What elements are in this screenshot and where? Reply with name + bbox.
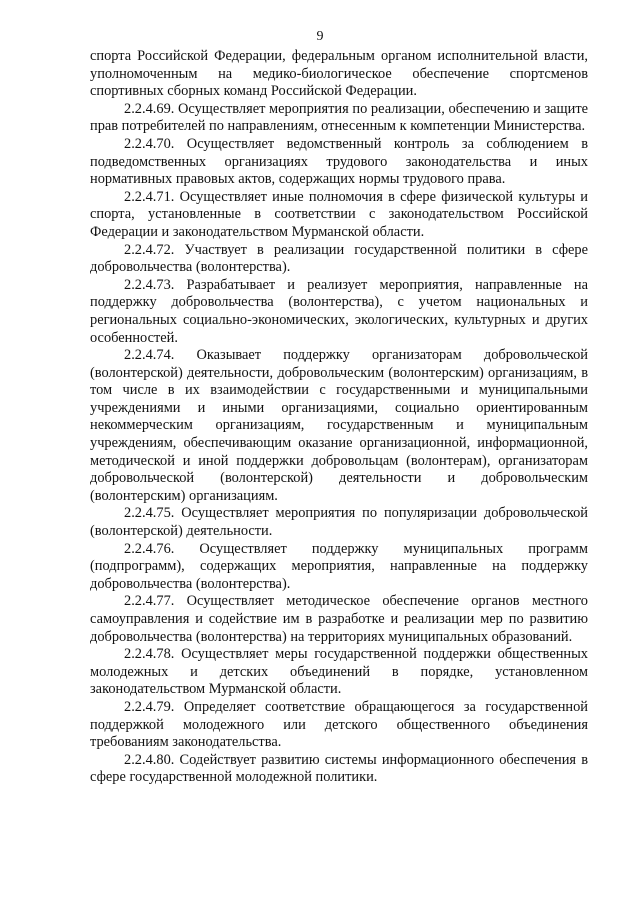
paragraph-continuation: спорта Российской Федерации, федеральным органом исполнительной власти, уполномоченным на медико-биологическое обеспечение спортсменов спортивных сборных команд Российской Федерации. bbox=[90, 48, 588, 100]
paragraph-2-2-4-80: 2.2.4.80. Содействует развитию системы информационного обеспечения в сфере государственной молодежной политики. bbox=[90, 751, 588, 786]
paragraph-2-2-4-76: 2.2.4.76. Осуществляет поддержку муниципальных программ (подпрограмм), содержащих мероприятия, направленные на поддержку добровольчества (волонтерства). bbox=[90, 540, 588, 592]
paragraph-2-2-4-71: 2.2.4.71. Осуществляет иные полномочия в сфере физической культуры и спорта, установленные в соответствии с законодательством Российской Федерации и законодательством Мурманской области. bbox=[90, 188, 588, 240]
document-body bbox=[90, 48, 588, 787]
paragraph-2-2-4-73: 2.2.4.73. Разрабатывает и реализует мероприятия, направленные на поддержку добровольчества (волонтерства), с учетом национальных и региональных социально-экономических, экологических, культурных и других особенностей. bbox=[90, 276, 588, 346]
paragraph-2-2-4-70: 2.2.4.70. Осуществляет ведомственный контроль за соблюдением в подведомственных организациях трудового законодательства и иных нормативных правовых актов, содержащих нормы трудового права. bbox=[90, 135, 588, 188]
paragraph-2-2-4-78: 2.2.4.78. Осуществляет меры государственной поддержки общественных молодежных и детских объединений в порядке, установленном законодательством Мурманской области. bbox=[90, 646, 588, 698]
paragraph-2-2-4-75: 2.2.4.75. Осуществляет мероприятия по популяризации добровольческой (волонтерской) деятельности. bbox=[90, 505, 588, 540]
paragraph-2-2-4-79: 2.2.4.79. Определяет соответствие обращающегося за государственной поддержкой молодежного или детского общественного объединения требованиям законодательства. bbox=[90, 698, 588, 751]
paragraph-2-2-4-69: 2.2.4.69. Осуществляет мероприятия по реализации, обеспечению и защите прав потребителей по направлениям, отнесенным к компетенции Министерства. bbox=[90, 100, 588, 135]
page-number: 9 bbox=[316, 29, 324, 44]
paragraph-2-2-4-77: 2.2.4.77. Осуществляет методическое обеспечение органов местного самоуправления и содействие им в разработке и реализации мер по развитию добровольчества (волонтерства) на территориях муниципальных образований. bbox=[90, 593, 588, 645]
paragraph-2-2-4-72: 2.2.4.72. Участвует в реализации государственной политики в сфере добровольчества (волонтерства). bbox=[90, 241, 588, 276]
paragraph-2-2-4-74: 2.2.4.74. Оказывает поддержку организаторам добровольческой (волонтерской) деятельности, добровольческим (волонтерским) организациям, в том числе в их взаимодействии с государственными и муниципальными учреждениями и иными организациями, социально ориентированным некоммерческим организациям, государственным и муниципальным учреждениям, обеспечивающим оказание организационной, информационной, методической и иной поддержки добровольцам (волонтерам), организаторам добровольческой (волонтерской) деятельности и добровольческим (волонтерским) организациям. bbox=[90, 347, 588, 504]
